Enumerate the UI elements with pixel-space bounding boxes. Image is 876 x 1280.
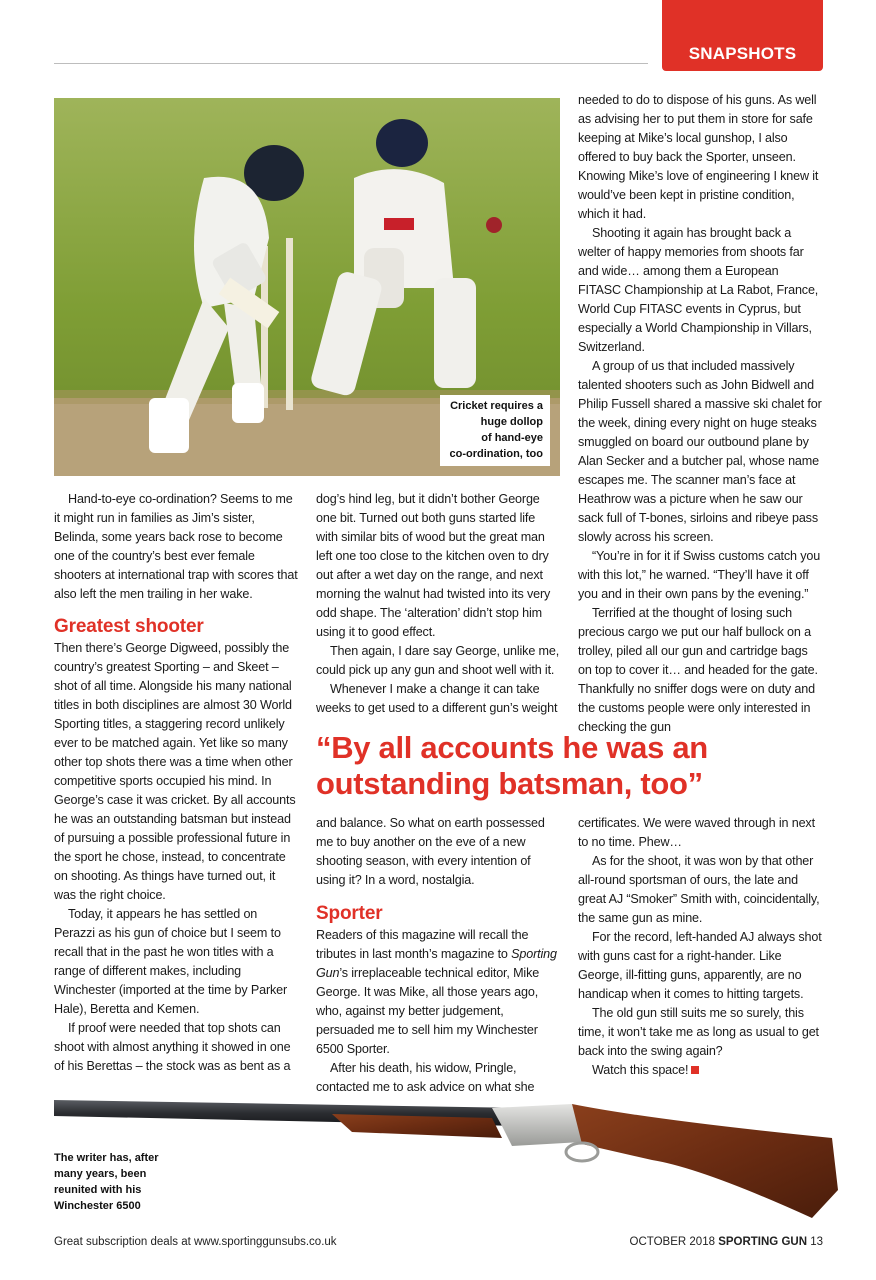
footer-date: OCTOBER 2018 xyxy=(629,1236,715,1248)
article-column-2-upper xyxy=(316,490,560,718)
text-run: Watch this space! xyxy=(592,1063,689,1077)
paragraph: Whenever I make a change it can take weeks to get used to a different gun’s weight xyxy=(316,682,558,715)
paragraph: The old gun still suits me so surely, this time, it won’t take me as long as usual to get back into the swing again? xyxy=(578,1006,819,1058)
paragraph: and balance. So what on earth possessed me to buy another on the eve of a new shooting season, with every intention of using it? In a word, nostalgia. xyxy=(316,816,545,887)
paragraph: A group of us that included massively talented shooters such as John Bidwell and Philip Fussell shared a massive ski chalet for the week, dining every night on huge steaks smuggled on board our outbound plane by Alan Secker and a butcher pal, whose name escapes me. The scanner man’s face at Heathrow was a picture when he saw our sack full of T-bones, sirloins and ribeye pass slowly across his screen. xyxy=(578,359,822,544)
subheading-sporter: Sporter xyxy=(316,903,383,924)
paragraph: For the record, left-handed AJ always shot with guns cast for a right-hander. Like George, ill-fitting guns, apparently, are no handicap when it comes to hitting targets. xyxy=(578,930,822,1001)
paragraph: certificates. We were waved through in next to no time. Phew… xyxy=(578,816,815,849)
paragraph: “You’re in for it if Swiss customs catch you with this lot,” he warned. “They’ll have it off you and in their own pans by the evening.” xyxy=(578,549,821,601)
magazine-title: Sporting Gun xyxy=(316,947,557,980)
paragraph: As for the shoot, it was won by that other all-round sportsman of ours, the late and great AJ “Smoker” Smith with, coincidentally, the same gun as mine. xyxy=(578,854,820,925)
pull-quote xyxy=(316,730,822,802)
paragraph: Terrified at the thought of losing such precious cargo we put our half bullock on a trolley, piled all our gun and cartridge bags on top to cover it… and headed for the gate. Thankfully no sniffer dogs were on duty and the customs people were only interested in checking the gun xyxy=(578,606,818,734)
end-mark-icon xyxy=(691,1066,699,1074)
cricket-photo xyxy=(54,98,560,476)
paragraph: Then again, I dare say George, unlike me, could pick up any gun and shoot well with it. xyxy=(316,644,560,677)
photo-caption xyxy=(440,395,550,466)
footer-folio xyxy=(630,1236,823,1248)
footer-magazine: SPORTING GUN xyxy=(718,1236,807,1248)
article-column-3-upper xyxy=(578,91,824,737)
paragraph: After his death, his widow, Pringle, contacted me to ask advice on what she xyxy=(316,1061,535,1094)
paragraph xyxy=(316,926,560,1059)
pull-quote-line: outstanding batsman, too” xyxy=(316,766,703,801)
paragraph: dog’s hind leg, but it didn’t bother George one bit. Turned out both guns started life with similar bits of wood but the great man left one too close to the kitchen oven to dry out after a wet day on the range, and next morning the walnut had twisted into its very odd shape. The ‘alteration’ didn’t stop him using it to good effect. xyxy=(316,492,551,639)
paragraph: If proof were needed that top shots can shoot with almost anything it showed in one of his Berettas – the stock was as bent as a xyxy=(54,1021,291,1073)
paragraph: Today, it appears he has settled on Perazzi as his gun of choice but I seem to recall that in the past he won titles with a range of different makes, including Winchester (imported at the time by Parker Hale), Beretta and Kemen. xyxy=(54,907,288,1016)
article-column-2-lower xyxy=(316,814,560,1097)
photo-caption-line: of hand-eye xyxy=(481,432,543,444)
footer-subscription: Great subscription deals at www.sportinggunsubs.co.uk xyxy=(54,1236,337,1248)
paragraph xyxy=(578,1061,824,1080)
subheading-greatest-shooter: Greatest shooter xyxy=(54,616,204,637)
paragraph: Then there’s George Digweed, possibly the country’s greatest Sporting – and Skeet – shot of all time. Alongside his many national titles in both disciplines are almost 30 World Sporting titles, a staggering record unlikely ever to be matched again. Yet like so many other top shots there was a time when other competitive sports occupied his mind. In George’s case it was cricket. By all accounts he was an outstanding batsman but instead of pursuing a possible professional future in the sport he chose, instead, to concentrate on shooting. As things have turned out, it was the right choice. xyxy=(54,641,296,902)
paragraph: needed to do to dispose of his guns. As well as advising her to put them in store for safe keeping at Mike’s local gunshop, I also offered to buy back the Sporter, unseen. Knowing Mike’s love of engineering I knew it would’ve been kept in pristine condition, which it had. xyxy=(578,93,819,221)
text-run: ’s irreplaceable technical editor, Mike George. It was Mike, all those years ago, who, against my better judgement, persuaded me to sell him my Winchester 6500 Sporter. xyxy=(316,966,540,1056)
section-tab xyxy=(662,0,823,71)
paragraph: Hand-to-eye co-ordination? Seems to me it might run in families as Jim’s sister, Belinda, some years back rose to become one of the country’s best ever female shooters at international trap with scores that also left the men trailing in her wake. xyxy=(54,492,298,601)
photo-caption-line: Cricket requires a xyxy=(450,400,543,412)
article-column-1 xyxy=(54,490,298,1076)
gun-caption: The writer has, after many years, been reunited with his Winchester 6500 xyxy=(54,1152,159,1212)
section-tab-label: SNAPSHOTS xyxy=(688,44,797,63)
paragraph: Shooting it again has brought back a welter of happy memories from shoots far and wide… among them a European FITASC Championship at La Rabot, France, World Cup FITASC events in Cyprus, but especially a World Championship in Villars, Switzerland. xyxy=(578,226,819,354)
header-rule xyxy=(54,63,648,64)
photo-caption-line: huge dollop xyxy=(480,416,543,428)
photo-caption-line: co-ordination, too xyxy=(449,448,543,460)
pull-quote-line: “By all accounts he was an xyxy=(316,730,708,765)
text-run: Readers of this magazine will recall the tributes in last month’s magazine to xyxy=(316,928,529,961)
article-column-3-lower xyxy=(578,814,824,1080)
page-number: 13 xyxy=(810,1236,823,1248)
